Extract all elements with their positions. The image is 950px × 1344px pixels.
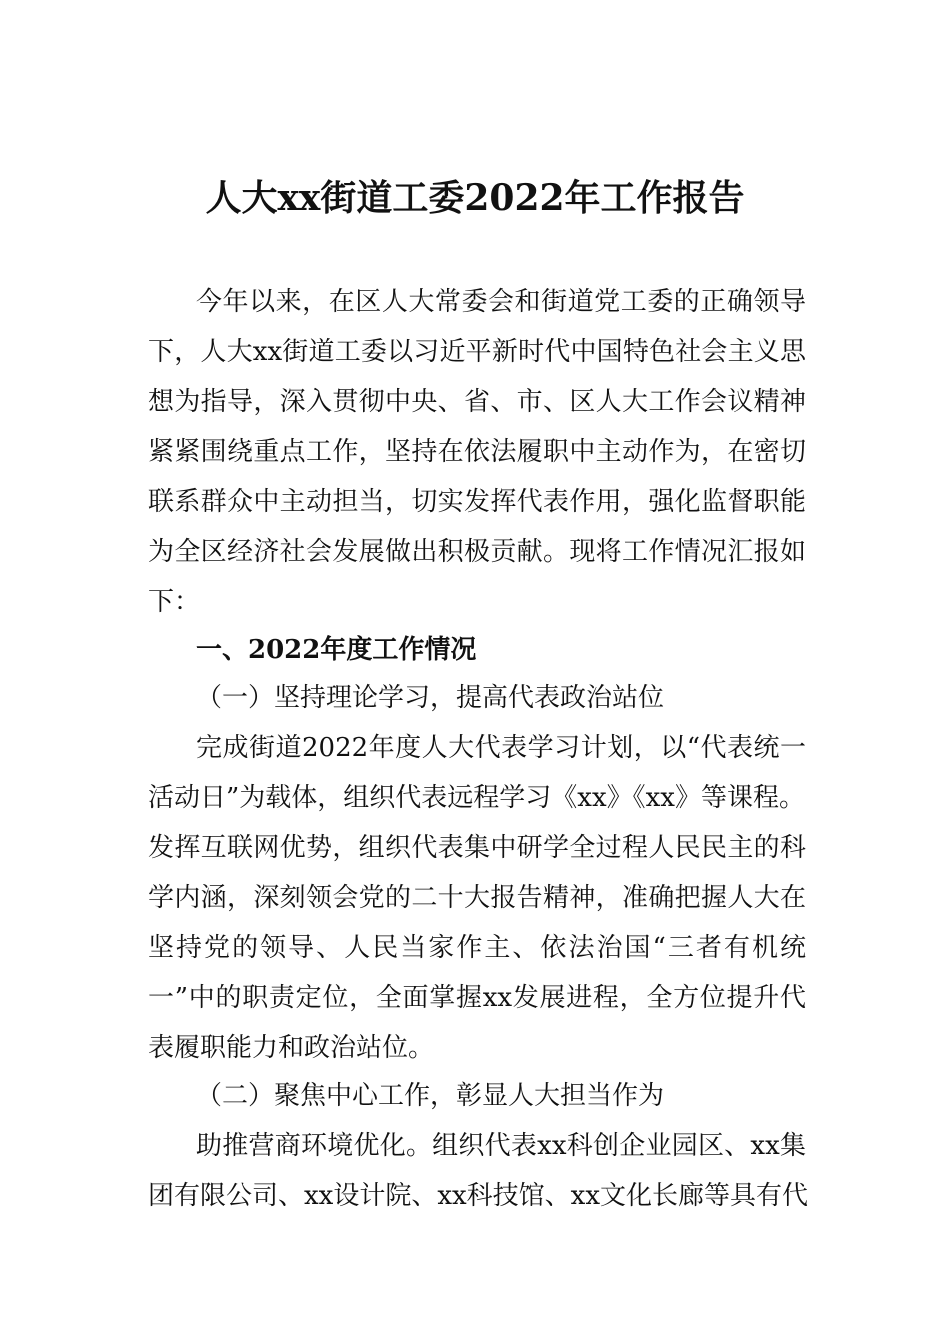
- paragraph-line: 下，人大xx街道工委以习近平新时代中国特色社会主义思: [148, 337, 806, 367]
- paragraph-line: 表履职能力和政治站位。: [148, 1033, 435, 1063]
- paragraph-line: 联系群众中主动担当，切实发挥代表作用，强化监督职能: [148, 487, 806, 517]
- paragraph-line: 坚持党的领导、人民当家作主、依法治国“三者有机统: [148, 933, 806, 963]
- paragraph-line: 想为指导，深入贯彻中央、省、市、区人大工作会议精神: [148, 387, 806, 417]
- paragraph-line: 紧紧围绕重点工作，坚持在依法履职中主动作为，在密切: [148, 437, 806, 467]
- paragraph-line: 发挥互联网优势，组织代表集中研学全过程人民民主的科: [148, 833, 806, 863]
- paragraph-line: 活动日”为载体，组织代表远程学习《xx》《xx》等课程。: [148, 783, 805, 813]
- subsection-heading: （二）聚焦中心工作，彰显人大担当作为: [196, 1081, 665, 1111]
- paragraph-line: 今年以来，在区人大常委会和街道党工委的正确领导: [196, 287, 806, 317]
- paragraph-line: 团有限公司、xx设计院、xx科技馆、xx文化长廊等具有代: [148, 1181, 808, 1211]
- paragraph-line: 学内涵，深刻领会党的二十大报告精神，准确把握人大在: [148, 883, 806, 913]
- paragraph-line: 助推营商环境优化。组织代表xx科创企业园区、xx集: [196, 1131, 806, 1161]
- document-title: 人大xx街道工委2022年工作报告: [205, 177, 745, 219]
- paragraph-line: 下：: [148, 587, 201, 617]
- section-heading: 一、2022年度工作情况: [196, 635, 477, 665]
- subsection-heading: （一）坚持理论学习，提高代表政治站位: [196, 683, 665, 713]
- paragraph-line: 一”中的职责定位，全面掌握xx发展进程，全方位提升代: [148, 983, 806, 1013]
- paragraph-line: 完成街道2022年度人大代表学习计划，以“代表统一: [196, 733, 806, 763]
- paragraph-line: 为全区经济社会发展做出积极贡献。现将工作情况汇报如: [148, 537, 806, 567]
